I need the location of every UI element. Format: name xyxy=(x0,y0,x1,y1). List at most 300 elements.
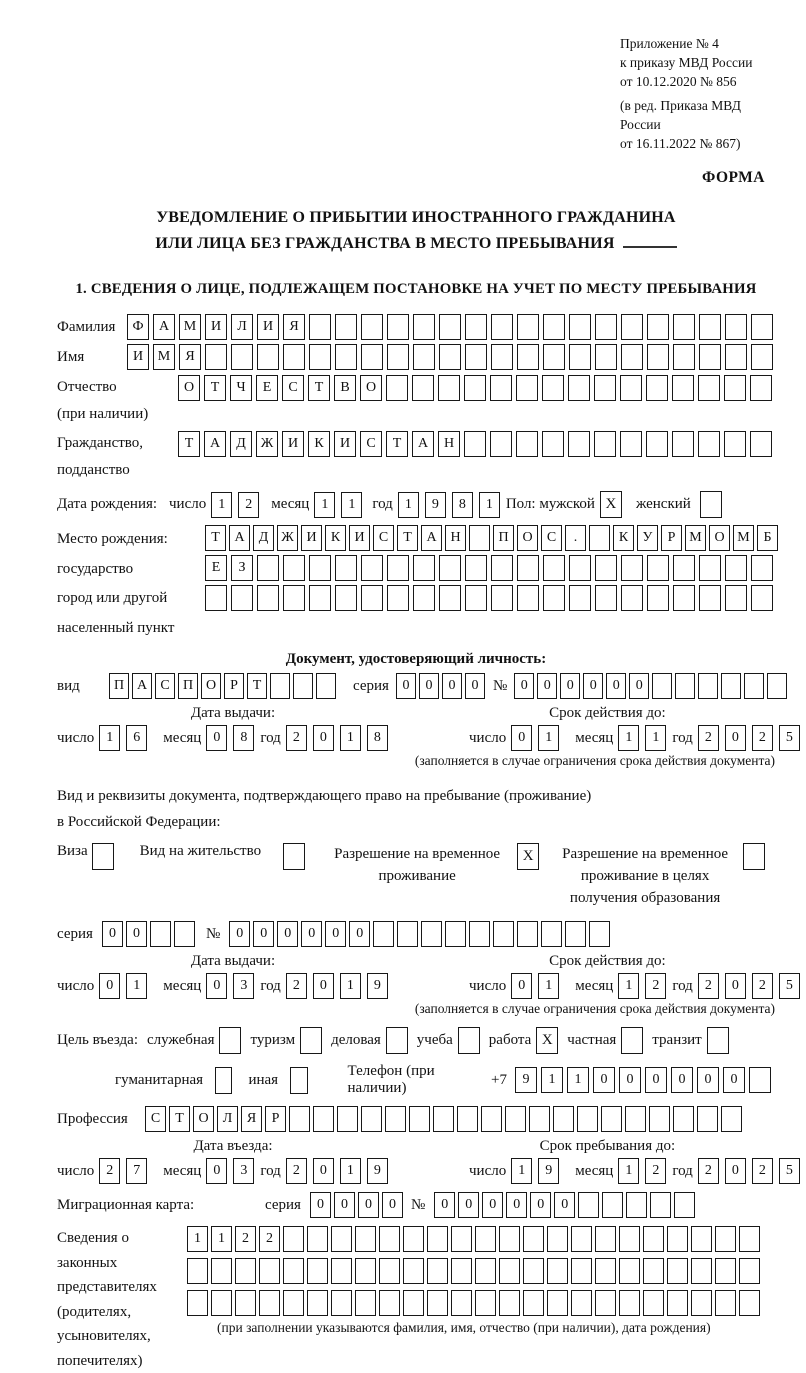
form-cell: 0 xyxy=(442,673,462,699)
number-label: № xyxy=(492,677,508,694)
entry-year-cells xyxy=(286,1158,394,1184)
form-cell: 2 xyxy=(238,492,259,518)
form-cell xyxy=(667,1290,688,1316)
form-cell: 2 xyxy=(286,1158,307,1184)
form-cell xyxy=(491,314,513,340)
form-cell xyxy=(283,1226,304,1252)
form-cell xyxy=(675,673,695,699)
patronymic-label xyxy=(57,374,178,428)
visa-checkbox xyxy=(92,843,114,870)
purpose-delovaya-checkbox xyxy=(386,1027,408,1054)
form-cell: 2 xyxy=(235,1226,256,1252)
form-cell: А xyxy=(204,431,226,457)
form-cell: 3 xyxy=(233,1158,254,1184)
form-cell: 1 xyxy=(511,1158,532,1184)
appendix-line: Приложение № 4 xyxy=(620,36,719,51)
appendix-line: к приказу МВД России xyxy=(620,55,753,70)
birthplace-cells-1 xyxy=(205,525,781,551)
form-cell xyxy=(649,1106,670,1132)
birthplace-cells-3 xyxy=(205,585,777,611)
form-cell: М xyxy=(733,525,754,551)
citizenship-cells xyxy=(178,431,776,457)
form-cell xyxy=(257,555,279,581)
form-cell xyxy=(409,1106,430,1132)
representatives-label-line: (родителях, xyxy=(57,1303,132,1320)
migration-card-row xyxy=(57,1192,775,1218)
form-cell: Л xyxy=(217,1106,238,1132)
phone-prefix: +7 xyxy=(491,1071,507,1088)
number-label: № xyxy=(205,925,221,942)
form-cell: 0 xyxy=(434,1192,455,1218)
form-cell: 0 xyxy=(723,1067,745,1093)
form-cell xyxy=(403,1258,424,1284)
citizenship-label xyxy=(57,430,178,484)
temp-residence-checkbox: X xyxy=(517,843,539,870)
representatives-label xyxy=(57,1226,185,1373)
form-cell xyxy=(439,555,461,581)
representatives-label-line: законных xyxy=(57,1254,118,1271)
form-cell: П xyxy=(109,673,129,699)
form-cell xyxy=(673,585,695,611)
form-cell xyxy=(379,1290,400,1316)
surname-label: Фамилия xyxy=(57,318,116,335)
form-cell xyxy=(571,1226,592,1252)
form-cell xyxy=(387,344,409,370)
form-cell: 2 xyxy=(99,1158,120,1184)
entry-date-values xyxy=(57,1158,409,1184)
form-cell xyxy=(602,1192,623,1218)
form-cell: З xyxy=(231,555,253,581)
birthdate-label: Дата рождения: xyxy=(57,496,158,512)
form-cell xyxy=(643,1258,664,1284)
vid-cells xyxy=(109,673,339,699)
form-cell xyxy=(553,1106,574,1132)
entry-month-cells xyxy=(206,1158,260,1184)
form-cell xyxy=(335,314,357,340)
form-cell: 9 xyxy=(367,973,388,999)
form-cell: 5 xyxy=(779,725,800,751)
permit-valid-values xyxy=(409,973,806,999)
representatives-cells-3 xyxy=(187,1290,763,1316)
form-cell: Я xyxy=(241,1106,262,1132)
form-cell xyxy=(451,1226,472,1252)
appendix-block xyxy=(620,34,775,153)
form-cell xyxy=(439,344,461,370)
phone-cells xyxy=(515,1067,775,1093)
form-cell: 8 xyxy=(452,492,473,518)
form-cell: 0 xyxy=(482,1192,503,1218)
form-cell: Т xyxy=(204,375,226,401)
form-cell: 7 xyxy=(126,1158,147,1184)
form-cell xyxy=(673,1106,694,1132)
form-cell xyxy=(619,1226,640,1252)
form-cell: 0 xyxy=(99,973,120,999)
form-cell xyxy=(674,1192,695,1218)
form-cell: М xyxy=(179,314,201,340)
form-cell: 0 xyxy=(511,973,532,999)
form-cell xyxy=(427,1290,448,1316)
profession-label: Профессия xyxy=(57,1110,128,1127)
permit-valid-month-cells xyxy=(618,973,672,999)
form-cell: 0 xyxy=(325,921,346,947)
form-cell xyxy=(355,1226,376,1252)
form-cell xyxy=(697,1106,718,1132)
birthplace-cells-2 xyxy=(205,555,777,581)
stay-until-col xyxy=(409,1138,806,1184)
form-cell: 0 xyxy=(560,673,580,699)
form-cell xyxy=(568,431,590,457)
form-cell: К xyxy=(308,431,330,457)
form-cell xyxy=(499,1290,520,1316)
form-cell xyxy=(475,1226,496,1252)
form-cell: 1 xyxy=(479,492,500,518)
form-cell: И xyxy=(257,314,279,340)
form-cell: 1 xyxy=(340,1158,361,1184)
form-cell xyxy=(595,1258,616,1284)
temp-residence-edu-label: Разрешение на временное проживание в целях получения образования xyxy=(562,846,729,906)
day-label: число xyxy=(469,1162,507,1179)
form-cell: Д xyxy=(253,525,274,551)
form-cell: И xyxy=(205,314,227,340)
form-cell xyxy=(491,585,513,611)
form-cell: С xyxy=(155,673,175,699)
form-cell xyxy=(543,344,565,370)
year-label: год xyxy=(260,977,281,994)
form-cell xyxy=(283,1290,304,1316)
purpose-ucheba-checkbox xyxy=(458,1027,480,1054)
form-cell xyxy=(373,921,394,947)
form-cell: В xyxy=(334,375,356,401)
form-cell: 0 xyxy=(229,921,250,947)
form-cell xyxy=(491,344,513,370)
day-label: число xyxy=(57,1162,95,1179)
form-cell: 0 xyxy=(206,1158,227,1184)
form-cell xyxy=(691,1226,712,1252)
form-cell xyxy=(379,1258,400,1284)
form-cell: С xyxy=(360,431,382,457)
form-cell xyxy=(595,344,617,370)
form-cell xyxy=(625,1106,646,1132)
form-cell: 0 xyxy=(253,921,274,947)
form-cell xyxy=(517,555,539,581)
form-cell xyxy=(517,585,539,611)
form-cell: 2 xyxy=(286,973,307,999)
form-cell: 0 xyxy=(506,1192,527,1218)
id-issue-heading: Дата выдачи: xyxy=(190,705,276,721)
amendment-line: от 16.11.2022 № 867) xyxy=(620,136,741,151)
form-cell: 1 xyxy=(126,973,147,999)
citizenship-label-2: подданство xyxy=(57,462,130,478)
purpose-option-label: гуманитарная xyxy=(115,1071,204,1088)
form-cell: 2 xyxy=(752,1158,773,1184)
form-cell: 0 xyxy=(514,673,534,699)
id-valid-heading: Срок действия до: xyxy=(549,705,666,721)
permit-issue-values xyxy=(57,973,409,999)
form-cell xyxy=(698,431,720,457)
permit-issue-month-cells xyxy=(206,973,260,999)
identity-doc-heading: Документ, удостоверяющий личность: xyxy=(285,651,547,667)
form-cell xyxy=(316,673,336,699)
form-cell: 5 xyxy=(779,1158,800,1184)
form-cell xyxy=(517,344,539,370)
form-cell xyxy=(451,1290,472,1316)
form-cell xyxy=(464,375,486,401)
form-cell xyxy=(517,921,538,947)
form-cell xyxy=(211,1258,232,1284)
form-cell xyxy=(672,375,694,401)
purpose-option-label: служебная xyxy=(146,1032,215,1048)
purpose-option-label: работа xyxy=(488,1032,532,1048)
form-cell xyxy=(187,1290,208,1316)
form-cell xyxy=(542,431,564,457)
temp-residence-edu-checkbox xyxy=(743,843,765,870)
profession-cells xyxy=(145,1106,745,1132)
form-cell xyxy=(594,375,616,401)
form-cell xyxy=(523,1290,544,1316)
form-cell xyxy=(313,1106,334,1132)
form-cell xyxy=(465,555,487,581)
form-cell xyxy=(205,585,227,611)
purpose-label: Цель въезда: xyxy=(57,1032,138,1048)
title-line-2 xyxy=(57,231,775,257)
form-cell xyxy=(361,555,383,581)
form-cell: А xyxy=(229,525,250,551)
form-cell xyxy=(647,344,669,370)
entry-dates xyxy=(57,1138,793,1184)
entry-date-heading: Дата въезда: xyxy=(193,1138,273,1154)
form-cell xyxy=(475,1290,496,1316)
form-cell xyxy=(361,1106,382,1132)
representatives-cells-2 xyxy=(187,1258,763,1284)
form-cell xyxy=(289,1106,310,1132)
form-cell: У xyxy=(637,525,658,551)
form-cell xyxy=(469,921,490,947)
form-cell xyxy=(529,1106,550,1132)
form-cell xyxy=(619,1258,640,1284)
form-cell: 0 xyxy=(126,921,147,947)
form-cell: 0 xyxy=(465,673,485,699)
purpose-option xyxy=(250,1027,322,1054)
identity-doc-row xyxy=(57,673,775,699)
form-cell xyxy=(595,1290,616,1316)
form-cell: Я xyxy=(179,344,201,370)
form-cell: 0 xyxy=(629,673,649,699)
purpose-option-label: деловая xyxy=(331,1032,381,1048)
form-cell: 2 xyxy=(752,725,773,751)
form-cell: 0 xyxy=(334,1192,355,1218)
form-cell xyxy=(569,344,591,370)
form-cell: 9 xyxy=(367,1158,388,1184)
form-cell xyxy=(438,375,460,401)
form-cell xyxy=(361,314,383,340)
day-label: число xyxy=(169,496,207,512)
document-title xyxy=(57,205,775,257)
form-cell xyxy=(465,314,487,340)
form-cell xyxy=(673,344,695,370)
form-cell xyxy=(646,431,668,457)
form-cell: 0 xyxy=(530,1192,551,1218)
form-cell: 0 xyxy=(511,725,532,751)
form-cell xyxy=(547,1226,568,1252)
purpose-option-label: иная xyxy=(248,1071,279,1088)
purpose-option-label: частная xyxy=(567,1032,617,1048)
permit-issue-day-cells xyxy=(99,973,153,999)
month-label: месяц xyxy=(163,729,202,746)
id-issue-day-cells xyxy=(99,725,153,751)
form-cell: 1 xyxy=(187,1226,208,1252)
permit-line-2: в Российской Федерации: xyxy=(57,814,221,830)
id-issue-month-cells xyxy=(206,725,260,751)
purpose-sluzhebnaya-checkbox xyxy=(219,1027,241,1054)
form-cell: М xyxy=(685,525,706,551)
purpose-row xyxy=(57,1027,775,1054)
form-cell xyxy=(464,431,486,457)
form-cell: Р xyxy=(661,525,682,551)
representatives-cells-1 xyxy=(187,1226,763,1252)
form-cell: 9 xyxy=(425,492,446,518)
form-cell xyxy=(523,1226,544,1252)
sex-female-checkbox xyxy=(700,491,722,518)
form-cell xyxy=(205,344,227,370)
representatives-cells-block xyxy=(187,1226,775,1336)
representatives-label-line: усыновителях, xyxy=(57,1328,151,1344)
birthplace-label-4: населенный пункт xyxy=(57,619,175,636)
id-seriya-cells xyxy=(396,673,488,699)
sex-female-label: женский xyxy=(635,496,691,512)
form-cell xyxy=(283,344,305,370)
representatives-label-line: представителях xyxy=(57,1279,157,1295)
form-cell: 0 xyxy=(301,921,322,947)
form-cell: И xyxy=(282,431,304,457)
form-cell xyxy=(542,375,564,401)
form-cell: 2 xyxy=(645,973,666,999)
form-cell: 1 xyxy=(541,1067,563,1093)
year-label: год xyxy=(672,729,693,746)
form-cell xyxy=(751,344,773,370)
form-cell: 9 xyxy=(538,1158,559,1184)
form-cell xyxy=(672,431,694,457)
form-cell xyxy=(547,1258,568,1284)
form-cell xyxy=(750,375,772,401)
form-cell xyxy=(739,1258,760,1284)
form-cell xyxy=(620,431,642,457)
permit-options-row xyxy=(57,843,775,909)
form-cell: Ж xyxy=(256,431,278,457)
form-cell xyxy=(465,585,487,611)
form-cell xyxy=(626,1192,647,1218)
form-cell: А xyxy=(153,314,175,340)
permit-seriya-cells xyxy=(102,921,198,947)
form-cell xyxy=(577,1106,598,1132)
form-cell: 8 xyxy=(233,725,254,751)
amendment-line: (в ред. Приказа МВД России xyxy=(620,98,741,132)
temp-residence-label: Разрешение на временное проживание xyxy=(334,846,501,884)
form-cell: 0 xyxy=(619,1067,641,1093)
form-cell xyxy=(475,1258,496,1284)
form-cell: К xyxy=(325,525,346,551)
form-cell: 1 xyxy=(99,725,120,751)
form-cell xyxy=(337,1106,358,1132)
title-line-1: УВЕДОМЛЕНИЕ О ПРИБЫТИИ ИНОСТРАННОГО ГРАЖДАНИНА xyxy=(156,209,676,226)
form-cell: А xyxy=(412,431,434,457)
form-cell xyxy=(578,1192,599,1218)
form-cell xyxy=(595,1226,616,1252)
id-doc-dates xyxy=(57,705,793,751)
form-cell xyxy=(386,375,408,401)
form-cell xyxy=(309,344,331,370)
day-label: число xyxy=(469,729,507,746)
birthplace-row xyxy=(57,525,775,643)
form-cell xyxy=(259,1258,280,1284)
form-cell xyxy=(427,1258,448,1284)
form-cell xyxy=(491,555,513,581)
form-cell xyxy=(698,375,720,401)
form-cell xyxy=(715,1290,736,1316)
form-cell xyxy=(257,344,279,370)
form-cell: С xyxy=(373,525,394,551)
form-cell xyxy=(150,921,171,947)
form-cell xyxy=(413,555,435,581)
form-cell xyxy=(751,314,773,340)
stay-year-cells xyxy=(698,1158,806,1184)
form-cell: 2 xyxy=(698,1158,719,1184)
form-cell xyxy=(571,1290,592,1316)
month-label: месяц xyxy=(575,729,614,746)
purpose-tranzit-checkbox xyxy=(707,1027,729,1054)
form-cell xyxy=(259,1290,280,1316)
form-cell xyxy=(643,1290,664,1316)
birthdate-row xyxy=(57,491,775,518)
form-cell xyxy=(331,1226,352,1252)
phone-label: Телефон (при наличии) xyxy=(347,1063,435,1096)
form-cell xyxy=(619,1290,640,1316)
patronymic-label-1: Отчество xyxy=(57,379,117,395)
form-cell: 0 xyxy=(725,1158,746,1184)
form-cell: 0 xyxy=(697,1067,719,1093)
form-cell: С xyxy=(145,1106,166,1132)
year-label: год xyxy=(672,977,693,994)
form-cell: 1 xyxy=(618,973,639,999)
form-cell xyxy=(309,555,331,581)
birth-year-cells xyxy=(398,492,506,518)
form-cell xyxy=(715,1258,736,1284)
number-label: № xyxy=(410,1196,426,1213)
permit-line-1: Вид и реквизиты документа, подтверждающего право на пребывание (проживание) xyxy=(57,788,592,804)
year-label: год xyxy=(260,729,281,746)
form-cell xyxy=(647,555,669,581)
purpose-option-label: туризм xyxy=(250,1032,296,1048)
form-cell: 1 xyxy=(340,973,361,999)
form-cell xyxy=(335,585,357,611)
sex-male-label: Пол: мужской xyxy=(505,496,595,512)
form-cell xyxy=(397,921,418,947)
form-cell xyxy=(355,1258,376,1284)
form-cell: 1 xyxy=(398,492,419,518)
form-cell: О xyxy=(517,525,538,551)
form-cell xyxy=(724,431,746,457)
form-cell xyxy=(589,921,610,947)
form-cell xyxy=(283,1258,304,1284)
form-cell xyxy=(457,1106,478,1132)
form-cell: 0 xyxy=(645,1067,667,1093)
form-cell xyxy=(307,1258,328,1284)
month-label: месяц xyxy=(163,977,202,994)
form-cell xyxy=(270,673,290,699)
form-cell: Ф xyxy=(127,314,149,340)
form-cell: О xyxy=(201,673,221,699)
form-cell xyxy=(451,1258,472,1284)
form-cell: 0 xyxy=(313,725,334,751)
